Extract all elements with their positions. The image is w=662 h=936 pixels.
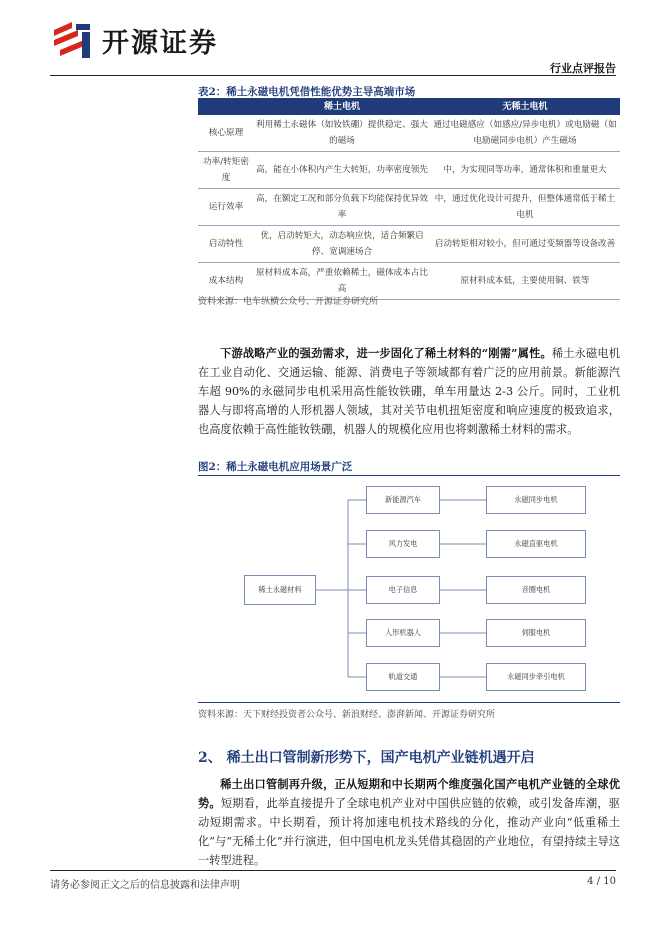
root-node: 稀土永磁材料	[244, 575, 316, 605]
cell-no-rare-earth: 原材料成本低，主要使用铜、铁等	[430, 263, 620, 300]
motor-node-direct-drive: 永磁直驱电机	[486, 530, 586, 558]
cell-no-rare-earth: 中，通过优化设计可提升，但整体通常低于稀土电机	[430, 189, 620, 226]
cell-no-rare-earth: 中，为实现同等功率，通常体积和重量更大	[430, 152, 620, 189]
paragraph-text: 短期看，此举直接提升了全球电机产业对中国供应链的依赖，或引发备库潮，驱动短期需求。中长期看，预计将加速电机技术路线的分化，推动产业向“低重稀土化”与“无稀土化”并行演进，但中国电机龙头凭借其稳固的产业地位，有望持续主导这一转型进程。	[198, 797, 620, 867]
motor-node-traction: 永磁同步牵引电机	[486, 663, 586, 691]
comparison-table	[198, 98, 620, 300]
cell-rare-earth: 原材料成本高，严重依赖稀土，磁体成本占比高	[254, 263, 430, 300]
table-row	[198, 189, 620, 226]
row-label: 运行效率	[198, 189, 254, 226]
company-logo	[50, 18, 218, 62]
app-node-rail: 轨道交通	[366, 663, 440, 691]
header-divider	[50, 75, 616, 76]
table-row	[198, 115, 620, 152]
table-source: 资料来源：电车纵横公众号、开源证券研究所	[198, 297, 379, 307]
body-paragraph-demand	[198, 344, 620, 439]
figure-caption: 图2：稀土永磁电机应用场景广泛	[198, 461, 353, 473]
figure-source: 资料来源：天下财经投资者公众号、新浪财经、澎湃新闻、开源证券研究所	[198, 710, 496, 720]
motor-node-voice-coil: 音圈电机	[486, 576, 586, 604]
app-node-humanoid: 人形机器人	[366, 619, 440, 647]
body-paragraph-export-control	[198, 775, 620, 870]
section-title: 2、 稀土出口管制新形势下，国产电机产业链机遇开启	[198, 750, 535, 766]
table-header-no-rare-earth: 无稀土电机	[430, 98, 620, 115]
paragraph-lead: 下游战略产业的强劲需求，进一步固化了稀土材料的“刚需”属性。	[220, 346, 552, 360]
page-number: 4 / 10	[587, 876, 616, 887]
cell-rare-earth: 高，能在小体积内产生大转矩，功率密度领先	[254, 152, 430, 189]
cell-rare-earth: 高，在额定工况和部分负载下均能保持优异效率	[254, 189, 430, 226]
motor-node-servo: 伺服电机	[486, 619, 586, 647]
figure-bottom-rule	[198, 702, 620, 703]
row-label: 成本结构	[198, 263, 254, 300]
footer-disclaimer: 请务必参阅正文之后的信息披露和法律声明	[50, 880, 240, 891]
app-node-wind: 风力发电	[366, 530, 440, 558]
logo-mark-icon	[50, 18, 94, 62]
paragraph-text: 稀土永磁电机在工业自动化、交通运输、能源、消费电子等领域都有着广泛的应用前景。新能源汽车超 90%的永磁同步电机采用高性能钕铁硼，单车用量达 2-3 公斤。同时，工业机器人与即将高增的人形机器人领域，其对关节电机扭矩密度和响应速度的极致追求，也高度依赖于高性能钕铁硼，机器人的规模化应用也将刺激稀土材料的需求。	[198, 347, 620, 436]
row-label: 功率/转矩密度	[198, 152, 254, 189]
row-label: 启动特性	[198, 226, 254, 263]
figure-top-rule	[198, 475, 620, 476]
footer-divider	[50, 870, 616, 871]
row-label: 核心原理	[198, 115, 254, 152]
table-row	[198, 152, 620, 189]
table-header-blank	[198, 98, 254, 115]
paragraph-lead: 稀土出口管制再升级，正从短期和中长期两个维度强化国产电机产业链的全球优势。	[198, 777, 620, 810]
app-node-ev: 新能源汽车	[366, 486, 440, 514]
cell-no-rare-earth: 通过电磁感应（如感应/异步电机）或电励磁（如电励磁同步电机）产生磁场	[430, 115, 620, 152]
app-node-electronics: 电子信息	[366, 576, 440, 604]
cell-rare-earth: 利用稀土永磁体（如钕铁硼）提供稳定、强大的磁场	[254, 115, 430, 152]
table-header-rare-earth: 稀土电机	[254, 98, 430, 115]
table-caption: 表2：稀土永磁电机凭借性能优势主导高端市场	[198, 86, 416, 98]
brand-name: 开源证券	[102, 27, 218, 59]
report-type: 行业点评报告	[550, 62, 616, 75]
cell-rare-earth: 优，启动转矩大，动态响应快，适合频繁启停、宽调速场合	[254, 226, 430, 263]
application-diagram	[198, 478, 620, 700]
table-row	[198, 226, 620, 263]
motor-node-pmsm: 永磁同步电机	[486, 486, 586, 514]
cell-no-rare-earth: 启动转矩相对较小，但可通过变频器等设备改善	[430, 226, 620, 263]
